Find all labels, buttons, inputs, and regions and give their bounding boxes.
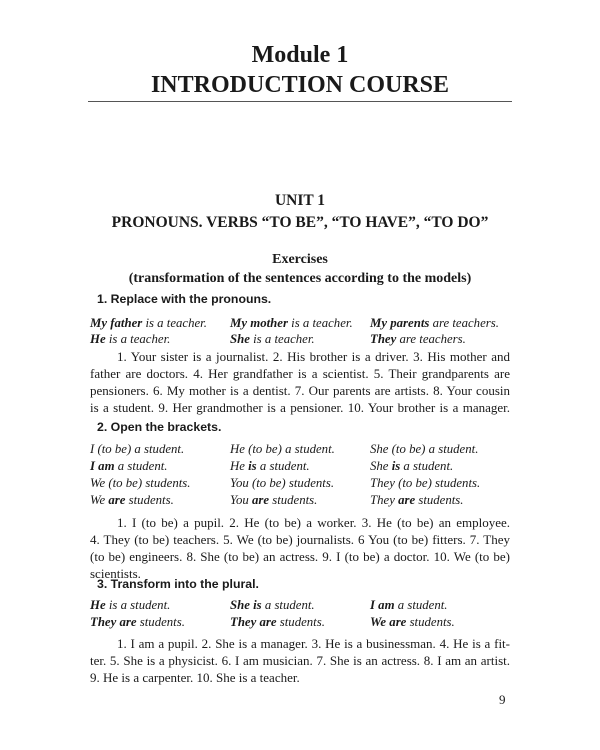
model-cell: You are students. (230, 493, 318, 507)
model-cell: You (to be) students. (230, 476, 335, 490)
section-3-exercise-text (90, 635, 510, 686)
text-line: 9. He is a carpenter. 10. She is a teacher. (90, 670, 300, 685)
section-2-exercise-text (90, 514, 510, 582)
exercises-heading (0, 250, 600, 288)
section-2-title: 2. Open the brackets. (97, 420, 222, 434)
text-line: 1. Your sister is a journalist. 2. His brother is a driver. 3. His mother and (117, 349, 510, 364)
module-number: Module 1 (251, 42, 349, 68)
model-cell: She is a teacher. (230, 332, 315, 346)
model-cell: They are students. (90, 615, 185, 629)
model-cell: She is a student. (370, 459, 454, 473)
model-cell: He (to be) a student. (230, 442, 335, 456)
exercises-label: Exercises (272, 252, 328, 267)
text-line: father are doctors. 4. Her grandfather is a scientist. 5. Their grandparents are (90, 366, 510, 381)
section-3-title: 3. Transform into the plural. (97, 577, 259, 591)
text-line: (to be) engineers. 8. She (to be) an actress. 9. I (to be) a doctor. 10. We (to be) (90, 549, 510, 564)
module-subtitle: INTRODUCTION COURSE (150, 72, 450, 98)
model-cell: We are students. (90, 493, 174, 507)
page-number: 9 (499, 692, 506, 707)
text-line: scientists. (90, 566, 141, 581)
model-cell: My father is a teacher. (90, 316, 207, 330)
model-cell: She is a student. (230, 598, 315, 612)
model-cell: He is a student. (230, 459, 310, 473)
model-cell: I am a student. (90, 459, 168, 473)
text-line: 4. They (to be) teachers. 5. We (to be) journalists. 6 You (to be) fitters. 7. They (90, 532, 510, 547)
model-cell: They (to be) students. (370, 476, 481, 490)
model-cell: He is a teacher. (90, 332, 171, 346)
model-cell: I am a student. (370, 598, 448, 612)
exercises-description: (transformation of the sentences according to the models) (128, 271, 472, 286)
model-cell: We are students. (370, 615, 455, 629)
model-cell: They are students. (230, 615, 325, 629)
unit-topic: PRONOUNS. VERBS “TO BE”, “TO HAVE”, “TO DO” (111, 214, 489, 231)
section-1-exercise-text (90, 348, 510, 416)
model-cell: He is a student. (90, 598, 171, 612)
model-cell: She (to be) a student. (370, 442, 479, 456)
model-cell: My parents are teachers. (370, 316, 499, 330)
model-cell: We (to be) students. (90, 476, 191, 490)
section-1-title: 1. Replace with the pronouns. (97, 292, 272, 306)
model-cell: I (to be) a student. (90, 442, 185, 456)
module-title (0, 40, 600, 100)
unit-number: UNIT 1 (274, 192, 326, 209)
model-cell: They are teachers. (370, 332, 466, 346)
text-line: 1. I (to be) a pupil. 2. He (to be) a worker. 3. He (to be) an employee. (117, 515, 510, 530)
unit-title (0, 190, 600, 234)
model-cell: They are students. (370, 493, 464, 507)
title-divider (88, 101, 512, 102)
text-line: 1. I am a pupil. 2. She is a manager. 3. He is a businessman. 4. He is a fit- (117, 636, 510, 651)
text-line: is a student. 9. Her grandmother is a pensioner. 10. Your brother is a manager. (90, 400, 510, 415)
text-line: ter. 5. She is a physicist. 6. I am musician. 7. She is an actress. 8. I am an artist. (90, 653, 510, 668)
text-line: pensioners. 6. My mother is a dentist. 7. Our parents are artists. 8. Your cousin (90, 383, 510, 398)
model-cell: My mother is a teacher. (230, 316, 353, 330)
